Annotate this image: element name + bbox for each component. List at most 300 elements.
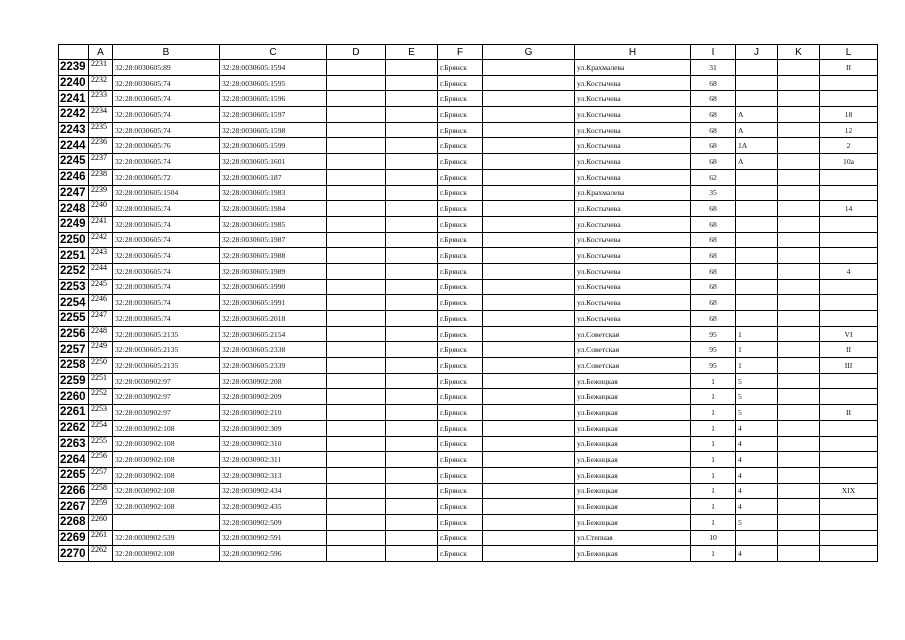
cell-d[interactable] <box>327 138 386 154</box>
cell-j[interactable]: 4 <box>736 436 778 452</box>
cell-a[interactable]: 2252 <box>89 389 113 405</box>
cell-f[interactable]: г.Брянск <box>438 326 483 342</box>
cell-k[interactable] <box>778 107 820 123</box>
cell-e[interactable] <box>386 342 438 358</box>
cell-c[interactable]: 32:28:0030902:591 <box>220 530 327 546</box>
cell-h[interactable]: ул.Костычева <box>575 263 691 279</box>
cell-k[interactable] <box>778 342 820 358</box>
cell-d[interactable] <box>327 358 386 374</box>
cell-i[interactable]: 95 <box>691 326 736 342</box>
cell-c[interactable]: 32:28:0030902:310 <box>220 436 327 452</box>
cell-i[interactable]: 68 <box>691 248 736 264</box>
cell-a[interactable]: 2237 <box>89 154 113 170</box>
cell-c[interactable]: 32:28:0030902:596 <box>220 546 327 562</box>
cell-b[interactable]: 32:28:0030605:74 <box>113 279 220 295</box>
cell-k[interactable] <box>778 452 820 468</box>
cell-j[interactable] <box>736 279 778 295</box>
cell-g[interactable] <box>483 452 575 468</box>
cell-c[interactable]: 32:28:0030605:2018 <box>220 311 327 327</box>
column-header-j[interactable]: J <box>736 45 778 60</box>
column-header-c[interactable]: C <box>220 45 327 60</box>
cell-j[interactable] <box>736 216 778 232</box>
cell-a[interactable]: 2231 <box>89 60 113 76</box>
cell-b[interactable]: 32:28:0030605:74 <box>113 248 220 264</box>
cell-g[interactable] <box>483 60 575 76</box>
cell-b[interactable]: 32:28:0030605:74 <box>113 91 220 107</box>
corner-cell[interactable] <box>59 45 89 60</box>
cell-d[interactable] <box>327 405 386 421</box>
cell-l[interactable] <box>820 373 878 389</box>
cell-j[interactable]: 1 <box>736 358 778 374</box>
cell-c[interactable]: 32:28:0030605:1595 <box>220 75 327 91</box>
cell-i[interactable]: 1 <box>691 452 736 468</box>
cell-c[interactable]: 32:28:0030605:1989 <box>220 263 327 279</box>
cell-a[interactable]: 2240 <box>89 201 113 217</box>
cell-c[interactable]: 32:28:0030902:309 <box>220 420 327 436</box>
cell-c[interactable]: 32:28:0030605:1990 <box>220 279 327 295</box>
cell-a[interactable]: 2233 <box>89 91 113 107</box>
cell-i[interactable]: 68 <box>691 201 736 217</box>
row-number[interactable]: 2244 <box>59 138 89 154</box>
cell-c[interactable]: 32:28:0030605:1598 <box>220 122 327 138</box>
cell-b[interactable]: 32:28:0030605:1504 <box>113 185 220 201</box>
cell-a[interactable]: 2253 <box>89 405 113 421</box>
cell-l[interactable] <box>820 232 878 248</box>
cell-l[interactable]: II <box>820 60 878 76</box>
cell-g[interactable] <box>483 91 575 107</box>
cell-e[interactable] <box>386 60 438 76</box>
row-number[interactable]: 2241 <box>59 91 89 107</box>
cell-e[interactable] <box>386 420 438 436</box>
cell-l[interactable] <box>820 420 878 436</box>
cell-i[interactable]: 68 <box>691 91 736 107</box>
cell-b[interactable]: 32:28:0030902:108 <box>113 483 220 499</box>
cell-j[interactable] <box>736 201 778 217</box>
cell-h[interactable]: ул.Степная <box>575 530 691 546</box>
cell-l[interactable] <box>820 91 878 107</box>
cell-a[interactable]: 2246 <box>89 295 113 311</box>
cell-g[interactable] <box>483 248 575 264</box>
cell-g[interactable] <box>483 436 575 452</box>
cell-a[interactable]: 2235 <box>89 122 113 138</box>
cell-j[interactable] <box>736 185 778 201</box>
cell-a[interactable]: 2256 <box>89 452 113 468</box>
column-header-l[interactable]: L <box>820 45 878 60</box>
cell-c[interactable]: 32:28:0030605:2339 <box>220 358 327 374</box>
cell-k[interactable] <box>778 279 820 295</box>
cell-b[interactable]: 32:28:0030902:108 <box>113 546 220 562</box>
cell-d[interactable] <box>327 107 386 123</box>
cell-g[interactable] <box>483 169 575 185</box>
cell-a[interactable]: 2261 <box>89 530 113 546</box>
row-number[interactable]: 2269 <box>59 530 89 546</box>
row-number[interactable]: 2263 <box>59 436 89 452</box>
cell-h[interactable]: ул.Костычева <box>575 138 691 154</box>
cell-e[interactable] <box>386 436 438 452</box>
cell-b[interactable]: 32:28:0030605:74 <box>113 232 220 248</box>
column-header-g[interactable]: G <box>483 45 575 60</box>
cell-e[interactable] <box>386 452 438 468</box>
cell-e[interactable] <box>386 279 438 295</box>
cell-i[interactable]: 31 <box>691 60 736 76</box>
cell-j[interactable] <box>736 232 778 248</box>
cell-l[interactable] <box>820 169 878 185</box>
cell-k[interactable] <box>778 75 820 91</box>
cell-c[interactable]: 32:28:0030605:1983 <box>220 185 327 201</box>
cell-i[interactable]: 62 <box>691 169 736 185</box>
cell-f[interactable]: г.Брянск <box>438 122 483 138</box>
cell-e[interactable] <box>386 75 438 91</box>
cell-b[interactable]: 32:28:0030902:97 <box>113 373 220 389</box>
cell-i[interactable]: 1 <box>691 373 736 389</box>
cell-h[interactable]: ул.Бежицкая <box>575 389 691 405</box>
cell-b[interactable]: 32:28:0030605:72 <box>113 169 220 185</box>
cell-a[interactable]: 2245 <box>89 279 113 295</box>
cell-b[interactable]: 32:28:0030605:74 <box>113 201 220 217</box>
row-number[interactable]: 2248 <box>59 201 89 217</box>
cell-h[interactable]: ул.Костычева <box>575 107 691 123</box>
cell-c[interactable]: 32:28:0030902:434 <box>220 483 327 499</box>
column-header-f[interactable]: F <box>438 45 483 60</box>
cell-d[interactable] <box>327 232 386 248</box>
cell-i[interactable]: 35 <box>691 185 736 201</box>
cell-a[interactable]: 2247 <box>89 311 113 327</box>
cell-c[interactable]: 32:28:0030605:1597 <box>220 107 327 123</box>
cell-h[interactable]: ул.Бежицкая <box>575 420 691 436</box>
cell-e[interactable] <box>386 263 438 279</box>
cell-g[interactable] <box>483 311 575 327</box>
cell-j[interactable]: 5 <box>736 373 778 389</box>
cell-e[interactable] <box>386 483 438 499</box>
cell-l[interactable]: 4 <box>820 263 878 279</box>
cell-d[interactable] <box>327 91 386 107</box>
cell-k[interactable] <box>778 295 820 311</box>
cell-h[interactable]: ул.Костычева <box>575 279 691 295</box>
cell-c[interactable]: 32:28:0030605:1984 <box>220 201 327 217</box>
row-number[interactable]: 2252 <box>59 263 89 279</box>
cell-k[interactable] <box>778 483 820 499</box>
cell-j[interactable]: 4 <box>736 467 778 483</box>
cell-d[interactable] <box>327 75 386 91</box>
cell-a[interactable]: 2241 <box>89 216 113 232</box>
cell-k[interactable] <box>778 60 820 76</box>
cell-a[interactable]: 2236 <box>89 138 113 154</box>
row-number[interactable]: 2264 <box>59 452 89 468</box>
cell-l[interactable] <box>820 185 878 201</box>
cell-e[interactable] <box>386 467 438 483</box>
cell-g[interactable] <box>483 420 575 436</box>
cell-e[interactable] <box>386 122 438 138</box>
cell-i[interactable]: 10 <box>691 530 736 546</box>
cell-c[interactable]: 32:28:0030902:210 <box>220 405 327 421</box>
cell-c[interactable]: 32:28:0030605:1988 <box>220 248 327 264</box>
cell-g[interactable] <box>483 232 575 248</box>
cell-f[interactable]: г.Брянск <box>438 389 483 405</box>
cell-h[interactable]: ул.Бежицкая <box>575 373 691 389</box>
row-number[interactable]: 2255 <box>59 311 89 327</box>
row-number[interactable]: 2258 <box>59 358 89 374</box>
cell-i[interactable]: 68 <box>691 154 736 170</box>
cell-l[interactable] <box>820 530 878 546</box>
cell-c[interactable]: 32:28:0030605:2154 <box>220 326 327 342</box>
row-number[interactable]: 2262 <box>59 420 89 436</box>
cell-d[interactable] <box>327 154 386 170</box>
row-number[interactable]: 2256 <box>59 326 89 342</box>
cell-f[interactable]: г.Брянск <box>438 358 483 374</box>
cell-a[interactable]: 2258 <box>89 483 113 499</box>
cell-b[interactable]: 32:28:0030902:108 <box>113 420 220 436</box>
cell-a[interactable]: 2244 <box>89 263 113 279</box>
cell-g[interactable] <box>483 389 575 405</box>
cell-b[interactable]: 32:28:0030902:97 <box>113 389 220 405</box>
cell-d[interactable] <box>327 389 386 405</box>
cell-b[interactable]: 32:28:0030605:74 <box>113 107 220 123</box>
cell-e[interactable] <box>386 405 438 421</box>
cell-f[interactable]: г.Брянск <box>438 185 483 201</box>
cell-k[interactable] <box>778 169 820 185</box>
cell-d[interactable] <box>327 201 386 217</box>
cell-l[interactable] <box>820 467 878 483</box>
cell-k[interactable] <box>778 216 820 232</box>
cell-f[interactable]: г.Брянск <box>438 342 483 358</box>
column-header-e[interactable]: E <box>386 45 438 60</box>
cell-a[interactable]: 2251 <box>89 373 113 389</box>
cell-i[interactable]: 1 <box>691 483 736 499</box>
cell-e[interactable] <box>386 107 438 123</box>
cell-e[interactable] <box>386 499 438 515</box>
cell-e[interactable] <box>386 248 438 264</box>
row-number[interactable]: 2253 <box>59 279 89 295</box>
row-number[interactable]: 2254 <box>59 295 89 311</box>
cell-i[interactable]: 68 <box>691 122 736 138</box>
cell-e[interactable] <box>386 389 438 405</box>
cell-d[interactable] <box>327 530 386 546</box>
cell-j[interactable]: 1А <box>736 138 778 154</box>
cell-b[interactable]: 32:28:0030605:74 <box>113 154 220 170</box>
cell-d[interactable] <box>327 311 386 327</box>
row-number[interactable]: 2246 <box>59 169 89 185</box>
cell-j[interactable] <box>736 91 778 107</box>
cell-b[interactable]: 32:28:0030605:74 <box>113 311 220 327</box>
cell-e[interactable] <box>386 169 438 185</box>
cell-c[interactable]: 32:28:0030902:209 <box>220 389 327 405</box>
cell-c[interactable]: 32:28:0030605:1987 <box>220 232 327 248</box>
cell-h[interactable]: ул.Костычева <box>575 248 691 264</box>
cell-k[interactable] <box>778 91 820 107</box>
row-number[interactable]: 2261 <box>59 405 89 421</box>
cell-k[interactable] <box>778 499 820 515</box>
column-header-k[interactable]: K <box>778 45 820 60</box>
cell-g[interactable] <box>483 326 575 342</box>
cell-j[interactable]: А <box>736 154 778 170</box>
cell-e[interactable] <box>386 373 438 389</box>
cell-h[interactable]: ул.Костычева <box>575 154 691 170</box>
cell-e[interactable] <box>386 185 438 201</box>
cell-h[interactable]: ул.Бежицкая <box>575 467 691 483</box>
cell-a[interactable]: 2248 <box>89 326 113 342</box>
cell-d[interactable] <box>327 122 386 138</box>
cell-l[interactable] <box>820 75 878 91</box>
cell-k[interactable] <box>778 358 820 374</box>
cell-k[interactable] <box>778 514 820 530</box>
cell-d[interactable] <box>327 483 386 499</box>
cell-j[interactable]: 5 <box>736 405 778 421</box>
cell-e[interactable] <box>386 326 438 342</box>
cell-h[interactable]: ул.Бежицкая <box>575 452 691 468</box>
cell-g[interactable] <box>483 295 575 311</box>
cell-i[interactable]: 95 <box>691 342 736 358</box>
cell-b[interactable]: 32:28:0030902:108 <box>113 467 220 483</box>
cell-l[interactable] <box>820 311 878 327</box>
cell-b[interactable] <box>113 514 220 530</box>
cell-l[interactable] <box>820 436 878 452</box>
cell-i[interactable]: 1 <box>691 389 736 405</box>
cell-l[interactable] <box>820 279 878 295</box>
cell-h[interactable]: ул.Костычева <box>575 201 691 217</box>
cell-g[interactable] <box>483 279 575 295</box>
cell-j[interactable] <box>736 248 778 264</box>
row-number[interactable]: 2265 <box>59 467 89 483</box>
cell-e[interactable] <box>386 514 438 530</box>
cell-k[interactable] <box>778 467 820 483</box>
cell-k[interactable] <box>778 154 820 170</box>
cell-g[interactable] <box>483 373 575 389</box>
cell-f[interactable]: г.Брянск <box>438 436 483 452</box>
cell-l[interactable] <box>820 514 878 530</box>
cell-b[interactable]: 32:28:0030605:76 <box>113 138 220 154</box>
cell-c[interactable]: 32:28:0030605:1594 <box>220 60 327 76</box>
row-number[interactable]: 2267 <box>59 499 89 515</box>
column-header-i[interactable]: I <box>691 45 736 60</box>
cell-h[interactable]: ул.Советская <box>575 326 691 342</box>
cell-e[interactable] <box>386 154 438 170</box>
cell-l[interactable]: 2 <box>820 138 878 154</box>
cell-a[interactable]: 2262 <box>89 546 113 562</box>
cell-k[interactable] <box>778 138 820 154</box>
cell-i[interactable]: 68 <box>691 232 736 248</box>
row-number[interactable]: 2249 <box>59 216 89 232</box>
cell-h[interactable]: ул.Бежицкая <box>575 499 691 515</box>
cell-i[interactable]: 68 <box>691 216 736 232</box>
cell-g[interactable] <box>483 499 575 515</box>
cell-h[interactable]: ул.Советская <box>575 342 691 358</box>
cell-f[interactable]: г.Брянск <box>438 373 483 389</box>
column-header-a[interactable]: A <box>89 45 113 60</box>
cell-b[interactable]: 32:28:0030605:2135 <box>113 326 220 342</box>
cell-b[interactable]: 32:28:0030605:89 <box>113 60 220 76</box>
cell-k[interactable] <box>778 420 820 436</box>
cell-e[interactable] <box>386 138 438 154</box>
row-number[interactable]: 2259 <box>59 373 89 389</box>
cell-h[interactable]: ул.Костычева <box>575 216 691 232</box>
cell-b[interactable]: 32:28:0030605:74 <box>113 216 220 232</box>
cell-h[interactable]: ул.Костычева <box>575 122 691 138</box>
cell-f[interactable]: г.Брянск <box>438 248 483 264</box>
cell-l[interactable] <box>820 499 878 515</box>
cell-e[interactable] <box>386 530 438 546</box>
cell-b[interactable]: 32:28:0030605:74 <box>113 295 220 311</box>
cell-l[interactable]: 12 <box>820 122 878 138</box>
cell-c[interactable]: 32:28:0030902:311 <box>220 452 327 468</box>
cell-l[interactable]: VI <box>820 326 878 342</box>
cell-b[interactable]: 32:28:0030605:2135 <box>113 342 220 358</box>
cell-a[interactable]: 2239 <box>89 185 113 201</box>
cell-i[interactable]: 95 <box>691 358 736 374</box>
cell-j[interactable] <box>736 75 778 91</box>
cell-b[interactable]: 32:28:0030605:74 <box>113 75 220 91</box>
cell-k[interactable] <box>778 405 820 421</box>
cell-g[interactable] <box>483 467 575 483</box>
cell-h[interactable]: ул.Костычева <box>575 91 691 107</box>
row-number[interactable]: 2243 <box>59 122 89 138</box>
cell-d[interactable] <box>327 436 386 452</box>
cell-a[interactable]: 2250 <box>89 358 113 374</box>
cell-j[interactable]: 1 <box>736 342 778 358</box>
cell-i[interactable]: 68 <box>691 75 736 91</box>
cell-f[interactable]: г.Брянск <box>438 405 483 421</box>
cell-j[interactable] <box>736 311 778 327</box>
cell-h[interactable]: ул.Бежицкая <box>575 405 691 421</box>
cell-l[interactable] <box>820 452 878 468</box>
row-number[interactable]: 2268 <box>59 514 89 530</box>
cell-i[interactable]: 1 <box>691 420 736 436</box>
cell-j[interactable]: А <box>736 122 778 138</box>
cell-f[interactable]: г.Брянск <box>438 499 483 515</box>
row-number[interactable]: 2250 <box>59 232 89 248</box>
cell-c[interactable]: 32:28:0030605:2338 <box>220 342 327 358</box>
cell-g[interactable] <box>483 138 575 154</box>
cell-c[interactable]: 32:28:0030902:208 <box>220 373 327 389</box>
cell-k[interactable] <box>778 263 820 279</box>
cell-b[interactable]: 32:28:0030605:2135 <box>113 358 220 374</box>
cell-f[interactable]: г.Брянск <box>438 420 483 436</box>
cell-d[interactable] <box>327 295 386 311</box>
cell-l[interactable]: 18 <box>820 107 878 123</box>
cell-l[interactable]: II <box>820 342 878 358</box>
cell-g[interactable] <box>483 185 575 201</box>
cell-g[interactable] <box>483 514 575 530</box>
cell-g[interactable] <box>483 201 575 217</box>
cell-c[interactable]: 32:28:0030605:1599 <box>220 138 327 154</box>
cell-f[interactable]: г.Брянск <box>438 107 483 123</box>
cell-e[interactable] <box>386 91 438 107</box>
cell-i[interactable]: 1 <box>691 405 736 421</box>
cell-e[interactable] <box>386 295 438 311</box>
cell-d[interactable] <box>327 263 386 279</box>
cell-g[interactable] <box>483 405 575 421</box>
cell-a[interactable]: 2249 <box>89 342 113 358</box>
cell-h[interactable]: ул.Костычева <box>575 169 691 185</box>
cell-a[interactable]: 2232 <box>89 75 113 91</box>
column-header-b[interactable]: B <box>113 45 220 60</box>
cell-l[interactable]: II <box>820 405 878 421</box>
cell-f[interactable]: г.Брянск <box>438 514 483 530</box>
cell-h[interactable]: ул.Бежицкая <box>575 514 691 530</box>
cell-i[interactable]: 1 <box>691 467 736 483</box>
cell-h[interactable]: ул.Бежицкая <box>575 483 691 499</box>
cell-e[interactable] <box>386 201 438 217</box>
cell-i[interactable]: 1 <box>691 546 736 562</box>
cell-i[interactable]: 1 <box>691 499 736 515</box>
cell-j[interactable] <box>736 60 778 76</box>
cell-l[interactable] <box>820 295 878 311</box>
cell-e[interactable] <box>386 311 438 327</box>
cell-a[interactable]: 2243 <box>89 248 113 264</box>
cell-l[interactable]: III <box>820 358 878 374</box>
cell-h[interactable]: ул.Крахмалева <box>575 185 691 201</box>
row-number[interactable]: 2260 <box>59 389 89 405</box>
cell-d[interactable] <box>327 342 386 358</box>
